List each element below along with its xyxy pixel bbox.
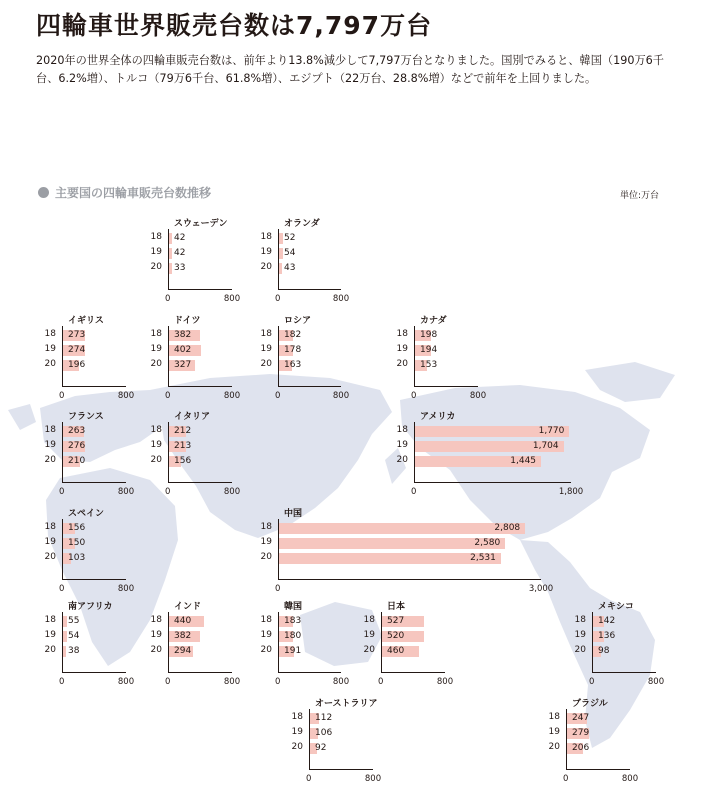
year-label: 18 bbox=[260, 615, 272, 625]
x-axis-line bbox=[168, 289, 232, 290]
year-label: 18 bbox=[44, 615, 56, 625]
value-label: 213 bbox=[174, 441, 192, 451]
x-tick-label: 0 bbox=[563, 774, 569, 784]
x-tick-label: 0 bbox=[165, 677, 171, 687]
data-bar bbox=[279, 233, 283, 244]
year-label: 19 bbox=[574, 630, 586, 640]
x-tick-label: 800 bbox=[223, 294, 241, 304]
year-label: 19 bbox=[548, 727, 560, 737]
x-tick-label: 0 bbox=[59, 487, 65, 497]
x-tick-label: 0 bbox=[165, 294, 171, 304]
value-label: 1,704 bbox=[532, 441, 559, 451]
year-label: 20 bbox=[44, 552, 56, 562]
country-name: スペイン bbox=[68, 509, 105, 519]
x-tick-label: 800 bbox=[469, 391, 487, 401]
x-tick-label: 800 bbox=[223, 391, 241, 401]
x-tick-label: 0 bbox=[306, 774, 312, 784]
value-label: 52 bbox=[284, 233, 296, 243]
year-label: 19 bbox=[150, 344, 162, 354]
x-tick-label: 800 bbox=[117, 677, 135, 687]
year-label: 20 bbox=[44, 359, 56, 369]
year-label: 18 bbox=[291, 712, 303, 722]
value-label: 263 bbox=[68, 426, 86, 436]
year-label: 20 bbox=[44, 455, 56, 465]
year-label: 20 bbox=[396, 455, 408, 465]
year-label: 19 bbox=[44, 344, 56, 354]
year-label: 20 bbox=[150, 645, 162, 655]
section-heading bbox=[38, 184, 211, 201]
country-name: オーストラリア bbox=[315, 699, 378, 709]
x-axis-line bbox=[62, 482, 126, 483]
country-name: 韓国 bbox=[284, 602, 303, 612]
value-label: 279 bbox=[572, 728, 590, 738]
data-bar bbox=[63, 631, 67, 642]
value-label: 156 bbox=[68, 523, 86, 533]
data-bar bbox=[63, 616, 67, 627]
lead-paragraph: 2020年の世界全体の四輪車販売台数は、前年より13.8%減少して7,797万台となりました。国別でみると、韓国（190万6千台、6.2%増）、トルコ（79万6千台、61.8%増）、エジプト（22万台、28.8%増）などで前年を上回りました。 bbox=[36, 54, 664, 85]
value-label: 194 bbox=[420, 345, 438, 355]
x-axis-line bbox=[278, 672, 341, 673]
year-label: 18 bbox=[150, 425, 162, 435]
x-tick-label: 0 bbox=[59, 584, 65, 594]
x-axis-line bbox=[414, 482, 571, 483]
country-name: ドイツ bbox=[174, 316, 201, 326]
x-axis-line bbox=[62, 579, 126, 580]
data-bar bbox=[279, 553, 501, 564]
year-label: 18 bbox=[150, 329, 162, 339]
value-label: 38 bbox=[68, 646, 80, 656]
bullet-dot-icon bbox=[38, 187, 49, 198]
country-name: スウェーデン bbox=[174, 219, 228, 229]
year-label: 19 bbox=[260, 247, 272, 257]
value-label: 382 bbox=[174, 330, 192, 340]
country-name: イギリス bbox=[68, 316, 104, 326]
year-label: 19 bbox=[260, 537, 272, 547]
value-label: 103 bbox=[68, 553, 86, 563]
value-label: 206 bbox=[572, 743, 590, 753]
value-label: 180 bbox=[284, 631, 302, 641]
year-label: 20 bbox=[548, 742, 560, 752]
year-label: 20 bbox=[150, 262, 162, 272]
year-label: 18 bbox=[260, 329, 272, 339]
value-label: 276 bbox=[68, 441, 86, 451]
x-tick-label: 0 bbox=[165, 487, 171, 497]
data-bar bbox=[279, 523, 525, 534]
value-label: 327 bbox=[174, 360, 192, 370]
x-tick-label: 0 bbox=[411, 487, 417, 497]
year-label: 18 bbox=[44, 425, 56, 435]
value-label: 98 bbox=[598, 646, 610, 656]
value-label: 210 bbox=[68, 456, 86, 466]
x-tick-label: 0 bbox=[275, 584, 281, 594]
country-name: インド bbox=[174, 602, 202, 612]
x-tick-label: 800 bbox=[436, 677, 454, 687]
year-label: 19 bbox=[150, 247, 162, 257]
value-label: 382 bbox=[174, 631, 192, 641]
value-label: 247 bbox=[572, 713, 590, 723]
x-tick-label: 0 bbox=[165, 391, 171, 401]
year-label: 20 bbox=[260, 262, 272, 272]
x-tick-label: 0 bbox=[59, 391, 65, 401]
value-label: 163 bbox=[284, 360, 302, 370]
x-tick-label: 800 bbox=[332, 294, 350, 304]
value-label: 33 bbox=[174, 263, 186, 273]
value-label: 153 bbox=[420, 360, 438, 370]
value-label: 527 bbox=[387, 616, 405, 626]
x-tick-label: 0 bbox=[275, 677, 281, 687]
value-label: 42 bbox=[174, 233, 186, 243]
country-name: オランダ bbox=[284, 219, 320, 229]
x-tick-label: 800 bbox=[647, 677, 665, 687]
x-tick-label: 800 bbox=[332, 391, 350, 401]
x-tick-label: 800 bbox=[621, 774, 639, 784]
value-label: 142 bbox=[598, 616, 616, 626]
country-name: イタリア bbox=[174, 412, 211, 422]
value-label: 55 bbox=[68, 616, 80, 626]
x-axis-line bbox=[168, 386, 232, 387]
year-label: 19 bbox=[44, 537, 56, 547]
section-heading-text: 主要国の四輪車販売台数推移 bbox=[55, 186, 212, 200]
value-label: 136 bbox=[598, 631, 616, 641]
value-label: 1,770 bbox=[538, 426, 565, 436]
x-tick-label: 800 bbox=[332, 677, 350, 687]
year-label: 19 bbox=[260, 344, 272, 354]
year-label: 20 bbox=[574, 645, 586, 655]
year-label: 18 bbox=[44, 522, 56, 532]
value-label: 198 bbox=[420, 330, 438, 340]
x-tick-label: 0 bbox=[589, 677, 595, 687]
year-label: 18 bbox=[150, 232, 162, 242]
data-bar bbox=[279, 248, 283, 259]
x-tick-label: 800 bbox=[117, 487, 135, 497]
year-label: 20 bbox=[291, 742, 303, 752]
x-tick-label: 800 bbox=[117, 584, 135, 594]
year-label: 18 bbox=[574, 615, 586, 625]
x-axis-line bbox=[62, 672, 126, 673]
value-label: 92 bbox=[315, 743, 327, 753]
year-label: 19 bbox=[291, 727, 303, 737]
country-name: 南アフリカ bbox=[68, 602, 113, 612]
x-axis-line bbox=[414, 386, 478, 387]
value-label: 43 bbox=[284, 263, 296, 273]
country-name: ロシア bbox=[284, 316, 312, 326]
value-label: 42 bbox=[174, 248, 186, 258]
value-label: 1,445 bbox=[510, 456, 537, 466]
x-axis-line bbox=[168, 672, 232, 673]
year-label: 18 bbox=[396, 329, 408, 339]
x-tick-label: 800 bbox=[223, 677, 241, 687]
year-label: 19 bbox=[44, 440, 56, 450]
value-label: 460 bbox=[387, 646, 405, 656]
country-name: ブラジル bbox=[572, 699, 608, 709]
x-axis-line bbox=[278, 289, 341, 290]
year-label: 19 bbox=[396, 440, 408, 450]
value-label: 2,808 bbox=[494, 523, 521, 533]
x-axis-line bbox=[309, 769, 373, 770]
value-label: 178 bbox=[284, 345, 302, 355]
page-title: 四輪車世界販売台数は7,797万台 bbox=[36, 11, 433, 40]
year-label: 19 bbox=[150, 630, 162, 640]
country-name: カナダ bbox=[420, 316, 447, 326]
x-axis-line bbox=[168, 482, 232, 483]
data-bar bbox=[169, 248, 172, 259]
value-label: 402 bbox=[174, 345, 192, 355]
data-bar bbox=[279, 263, 282, 274]
x-tick-label: 0 bbox=[275, 294, 281, 304]
year-label: 19 bbox=[396, 344, 408, 354]
value-label: 2,580 bbox=[474, 538, 501, 548]
year-label: 20 bbox=[150, 359, 162, 369]
unit-label: 単位:万台 bbox=[620, 191, 660, 201]
year-label: 20 bbox=[363, 645, 375, 655]
x-axis-line bbox=[278, 579, 541, 580]
x-tick-label: 0 bbox=[59, 677, 65, 687]
x-axis-line bbox=[278, 386, 341, 387]
year-label: 18 bbox=[150, 615, 162, 625]
year-label: 20 bbox=[150, 455, 162, 465]
x-tick-label: 800 bbox=[223, 487, 241, 497]
year-label: 18 bbox=[396, 425, 408, 435]
x-tick-label: 800 bbox=[364, 774, 382, 784]
value-label: 273 bbox=[68, 330, 86, 340]
value-label: 196 bbox=[68, 360, 86, 370]
value-label: 440 bbox=[174, 616, 192, 626]
x-tick-label: 0 bbox=[378, 677, 384, 687]
value-label: 54 bbox=[68, 631, 80, 641]
value-label: 112 bbox=[315, 713, 333, 723]
value-label: 150 bbox=[68, 538, 86, 548]
year-label: 18 bbox=[363, 615, 375, 625]
value-label: 212 bbox=[174, 426, 192, 436]
year-label: 19 bbox=[44, 630, 56, 640]
value-label: 106 bbox=[315, 728, 333, 738]
data-bar bbox=[63, 646, 66, 657]
x-axis-line bbox=[566, 769, 630, 770]
value-label: 54 bbox=[284, 248, 296, 258]
value-label: 294 bbox=[174, 646, 192, 656]
x-tick-label: 0 bbox=[275, 391, 281, 401]
year-label: 20 bbox=[260, 359, 272, 369]
country-name: 中国 bbox=[284, 509, 303, 519]
data-bar bbox=[279, 538, 505, 549]
year-label: 19 bbox=[260, 630, 272, 640]
year-label: 18 bbox=[44, 329, 56, 339]
x-tick-label: 1,800 bbox=[558, 487, 584, 497]
value-label: 191 bbox=[284, 646, 302, 656]
value-label: 156 bbox=[174, 456, 192, 466]
value-label: 2,531 bbox=[470, 553, 496, 563]
year-label: 19 bbox=[150, 440, 162, 450]
year-label: 20 bbox=[260, 645, 272, 655]
year-label: 18 bbox=[260, 232, 272, 242]
year-label: 20 bbox=[44, 645, 56, 655]
x-axis-line bbox=[592, 672, 656, 673]
value-label: 274 bbox=[68, 345, 86, 355]
x-tick-label: 0 bbox=[411, 391, 417, 401]
year-label: 18 bbox=[260, 522, 272, 532]
x-axis-line bbox=[62, 386, 126, 387]
country-name: 日本 bbox=[387, 602, 406, 612]
data-bar bbox=[169, 233, 172, 244]
year-label: 20 bbox=[260, 552, 272, 562]
year-label: 18 bbox=[548, 712, 560, 722]
value-label: 182 bbox=[284, 330, 302, 340]
country-name: フランス bbox=[68, 412, 104, 422]
value-label: 183 bbox=[284, 616, 302, 626]
country-name: アメリカ bbox=[420, 412, 456, 422]
data-bar bbox=[169, 263, 172, 274]
x-axis-line bbox=[381, 672, 445, 673]
year-label: 20 bbox=[396, 359, 408, 369]
year-label: 19 bbox=[363, 630, 375, 640]
value-label: 520 bbox=[387, 631, 405, 641]
x-tick-label: 3,000 bbox=[528, 584, 554, 594]
x-tick-label: 800 bbox=[117, 391, 135, 401]
country-name: メキシコ bbox=[598, 602, 634, 612]
